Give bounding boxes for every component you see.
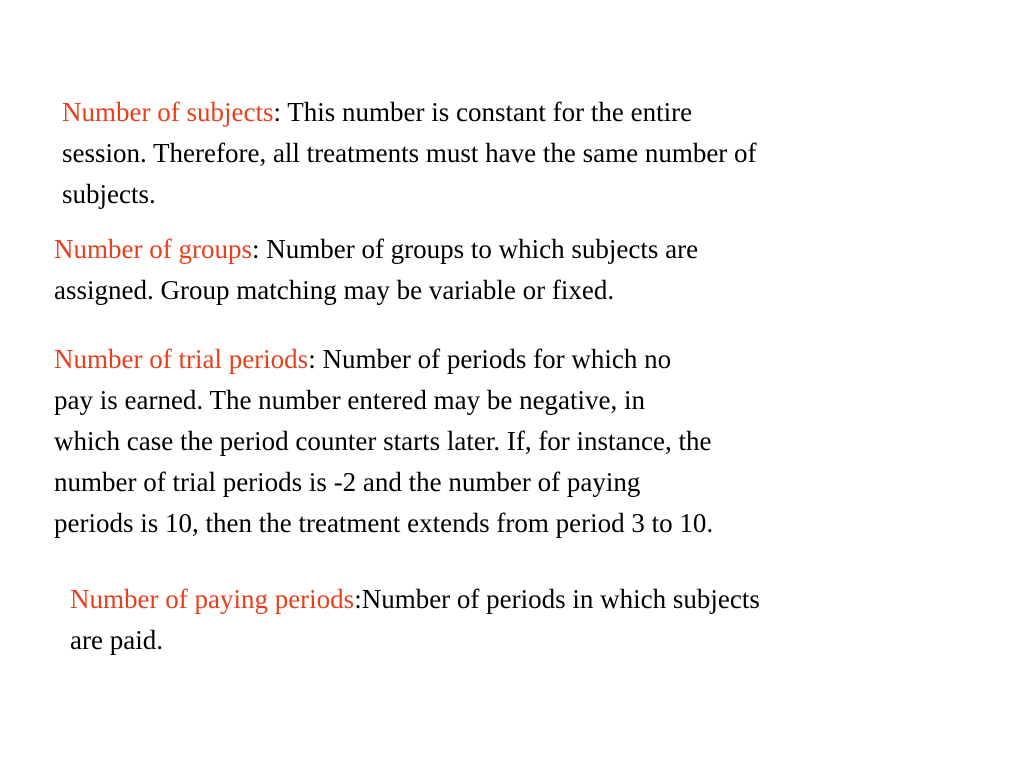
term-number-of-groups: Number of groups [54,234,252,264]
definition-line [54,229,698,270]
definition-number-of-paying-periods [70,579,760,661]
definition-number-of-subjects [62,92,757,215]
definition-line: number of trial periods is -2 and the number of paying [54,467,641,497]
definition-text: : This number is constant for the entire [273,97,693,127]
definition-text: : Number of periods for which no [308,344,672,374]
definition-line: are paid. [70,625,163,655]
definition-line: pay is earned. The number entered may be negative, in [54,385,646,415]
definition-number-of-trial-periods [54,339,713,544]
definition-line: periods is 10, then the treatment extends from period 3 to 10. [54,508,714,538]
term-number-of-subjects: Number of subjects [62,97,274,127]
term-number-of-paying-periods: Number of paying periods [70,584,355,614]
definition-line [54,339,713,380]
definition-line: session. Therefore, all treatments must have the same number of [62,138,757,168]
definition-line: which case the period counter starts later. If, for instance, the [54,426,712,456]
term-number-of-trial-periods: Number of trial periods [54,344,309,374]
definition-text: : Number of groups to which subjects are [251,234,699,264]
definition-number-of-groups [54,229,698,311]
definition-line [62,92,757,133]
definition-line [70,579,760,620]
definition-line: assigned. Group matching may be variable or fixed. [54,275,615,305]
definition-line: subjects. [62,179,156,209]
definition-text: :Number of periods in which subjects [354,584,760,614]
